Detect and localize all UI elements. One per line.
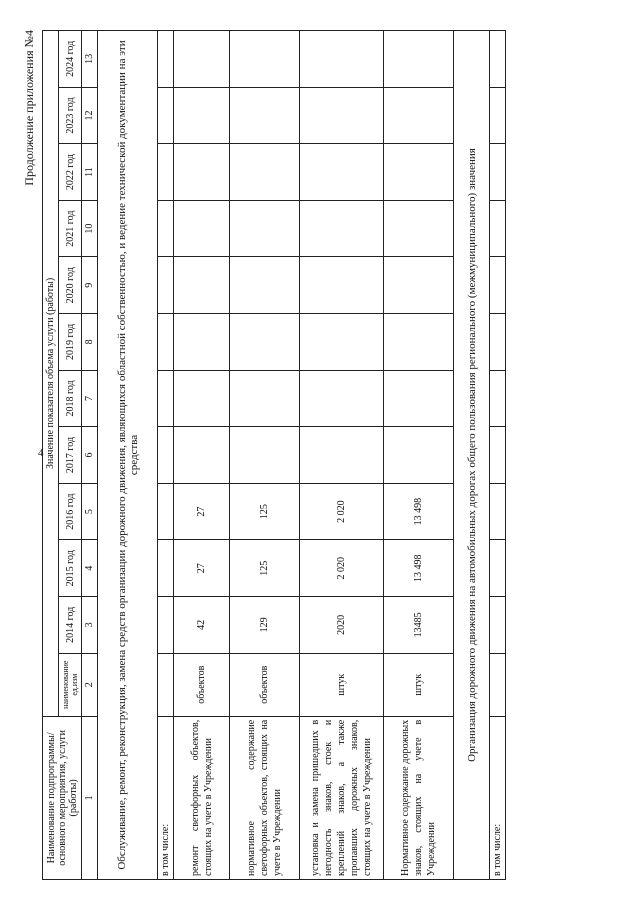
table-row [384, 31, 454, 880]
value-2014: 42 [174, 597, 230, 654]
value-2014: 13485 [384, 597, 454, 654]
header-unit-col: наименование ед.изм [59, 653, 82, 716]
col-number: 7 [82, 370, 98, 427]
col-number: 3 [82, 597, 98, 654]
row-unit: штук [384, 653, 454, 716]
col-number: 11 [82, 144, 98, 201]
col-number: 1 [82, 716, 98, 879]
value-2016: 27 [174, 483, 230, 540]
col-number: 10 [82, 200, 98, 257]
page-number: 4 [38, 447, 44, 459]
value-2016: 2 020 [300, 483, 384, 540]
year-2017: 2017 год [59, 427, 82, 484]
value-2016: 13 498 [384, 483, 454, 540]
value-2014: 129 [230, 597, 300, 654]
value-2014: 2020 [300, 597, 384, 654]
column-numbers-row [82, 31, 98, 880]
year-2020: 2020 год [59, 257, 82, 314]
value-2015: 27 [174, 540, 230, 597]
col-number: 6 [82, 427, 98, 484]
year-2021: 2021 год [59, 200, 82, 257]
section-title: Организация дорожного движения на автомобильных дорогах общего пользования регионального (межмуниципального) значения [454, 31, 490, 880]
row-name: ремонт светофорных объектов, стоящих на учете в Учреждении [174, 716, 230, 879]
row-name: Нормативное содержание дорожных знаков, стоящих на учете в Учреждении [384, 716, 454, 879]
table-row [174, 31, 230, 880]
value-2015: 125 [230, 540, 300, 597]
value-2015: 13 498 [384, 540, 454, 597]
col-number: 4 [82, 540, 98, 597]
rotated-page [22, 30, 602, 880]
col-number: 5 [82, 483, 98, 540]
table-row [300, 31, 384, 880]
year-2024: 2024 год [59, 31, 82, 88]
section-title: Обслуживание, ремонт, реконструкция, замена средств организации дорожного движения, являющихся областной собственностью, и ведение технической документации на эти средства [98, 31, 158, 880]
year-2022: 2022 год [59, 144, 82, 201]
row-name: нормативное содержание светофорных объектов, стоящих на учете в Учреждении [230, 716, 300, 879]
including-label: в том числе: [158, 716, 174, 879]
col-number: 2 [82, 653, 98, 716]
col-number: 12 [82, 87, 98, 144]
indicators-table [42, 30, 506, 880]
header-values-group: Значение показателя объема услуги (работы) [43, 31, 59, 717]
row-name: установка и замена пришедших в негодность знаков, стоек и креплений знаков, а также пропавших дорожных знаков, стоящих на учете в Учреждении [300, 716, 384, 879]
value-2016: 125 [230, 483, 300, 540]
including-label: в том числе: [490, 716, 506, 879]
year-2019: 2019 год [59, 314, 82, 371]
continuation-label: Продолжение приложения №4 [22, 30, 36, 186]
table-row [230, 31, 300, 880]
col-number: 13 [82, 31, 98, 88]
header-name-col: Наименование подпрограммы/ основного мероприятия, услуги (работы) [43, 716, 82, 879]
year-2016: 2016 год [59, 483, 82, 540]
year-2023: 2023 год [59, 87, 82, 144]
row-unit: объектов [230, 653, 300, 716]
row-unit: штук [300, 653, 384, 716]
col-number: 9 [82, 257, 98, 314]
year-2015: 2015 год [59, 540, 82, 597]
col-number: 8 [82, 314, 98, 371]
row-unit: объектов [174, 653, 230, 716]
value-2015: 2 020 [300, 540, 384, 597]
year-2018: 2018 год [59, 370, 82, 427]
year-2014: 2014 год [59, 597, 82, 654]
